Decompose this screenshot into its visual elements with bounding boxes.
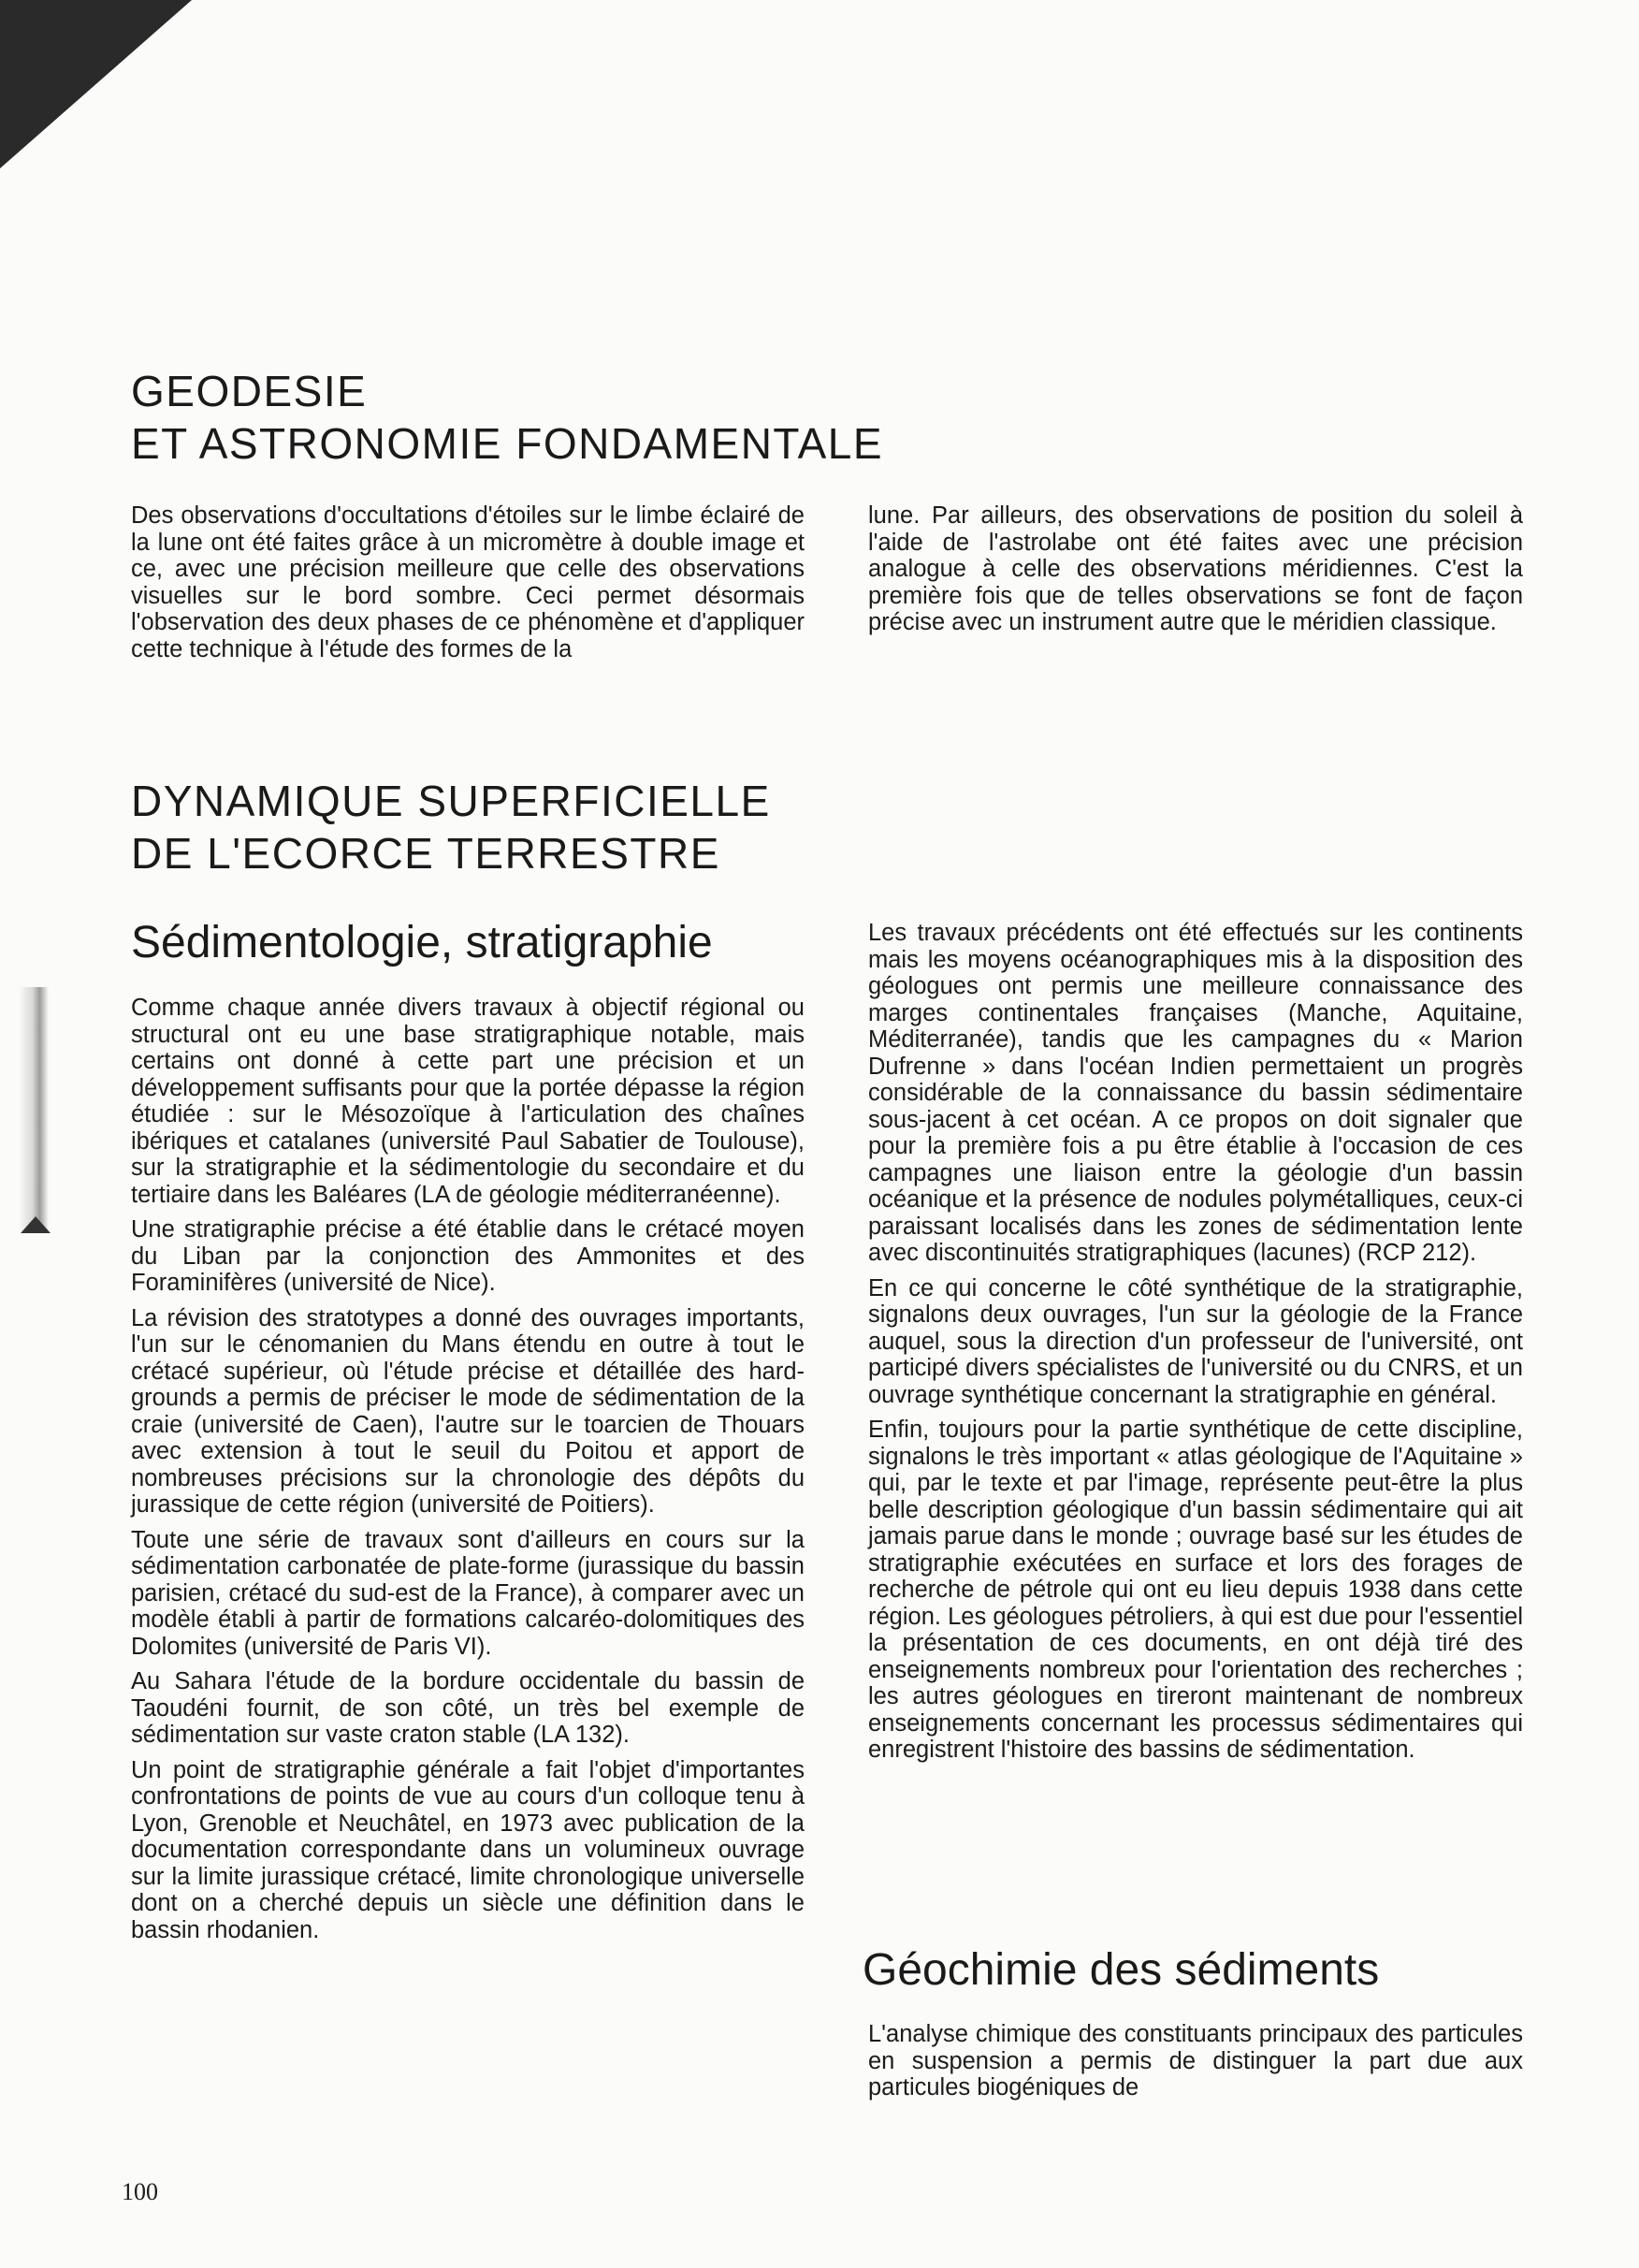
sedimentologie-left-column [131,995,805,1943]
section-title-dynamique-line2: DE L'ECORCE TERRESTRE [131,829,720,878]
sedimentologie-paragraph: La révision des stratotypes a donné des ouvrages importants, l'un sur le cénomanien du Mans étendu en outre à tout le crétacé supérieur, où l'étude précise et détaillée des hard-grounds a permis de préciser le mode de sédimentation de la craie (université de Caen), l'autre sur le toarcien de Thouars avec extension à tout le seuil du Poitou et apport de nombreuses précisions sur la chronologie des dépôts du jurassique de cette région (université de Poitiers). [131,1304,805,1518]
geochimie-paragraph: L'analyse chimique des constituants principaux des particules en suspension a permis de distinguer la part due aux particules biogéniques de [868,2021,1523,2101]
geodesie-paragraph-left: Des observations d'occultations d'étoiles sur le limbe éclairé de la lune ont été faites grâce à un micromètre à double image et ce, avec une précision meilleure que celle des observations visuelles sur le bord sombre. Ceci permet désormais l'observation des deux phases de ce phénomène et d'appliquer cette technique à l'étude des formes de la [131,502,805,662]
scan-corner-fold [0,0,192,168]
sedimentologie-paragraph: Une stratigraphie précise a été établie dans le crétacé moyen du Liban par la conjonction des Ammonites et des Foraminifères (université de Nice). [131,1216,805,1296]
sedimentologie-paragraph: Les travaux précédents ont été effectués sur les continents mais les moyens océanographiques mis à la disposition des géologues ont permis une meilleure connaissance des marges continentales françaises (Manche, Aquitaine, Méditerranée), tandis que les campagnes du « Marion Dufrenne » dans l'océan Indien permettaient un progrès considérable de la connaissance du bassin sédimentaire sous-jacent à cet océan. A ce propos on doit signaler que pour la première fois a pu être établie à l'occasion de ces campagnes une liaison entre la géologie d'un bassin océanique et la présence de nodules polymétalliques, ceux-ci paraissant localisés dans les zones de sédimentation lente avec discontinuités stratigraphiques (lacunes) (RCP 212). [868,920,1523,1266]
sedimentologie-paragraph: Comme chaque année divers travaux à objectif régional ou structural ont eu une base stratigraphique notable, mais certains ont donné à cette part une précision et un développement suffisants pour que la portée dépasse la région étudiée : sur le Mésozoïque à l'articulation des chaînes ibériques et catalanes (université Paul Sabatier de Toulouse), sur la stratigraphie et la sédimentologie du secondaire et du tertiaire dans les Baléares (LA de géologie méditerranéenne). [131,995,805,1208]
scan-binding-shadow [19,987,49,1230]
geodesie-right-column [868,502,1523,636]
section-title-dynamique-line1: DYNAMIQUE SUPERFICIELLE [131,777,771,825]
scan-artifact-mark [21,1216,51,1233]
geochimie-column [868,2021,1523,2101]
section-title-dynamique [131,775,771,880]
sedimentologie-paragraph: Au Sahara l'étude de la bordure occidentale du bassin de Taoudéni fournit, de son côté, un très bel exemple de sédimentation sur vaste craton stable (LA 132). [131,1668,805,1748]
subsection-title-sedimentologie: Sédimentologie, stratigraphie [131,918,713,967]
section-title-geodesie-line2: ET ASTRONOMIE FONDAMENTALE [131,419,884,468]
geodesie-left-column [131,502,805,662]
sedimentologie-right-column [868,920,1523,1764]
section-title-geodesie-line1: GEODESIE [131,367,368,415]
sedimentologie-paragraph: En ce qui concerne le côté synthétique de la stratigraphie, signalons deux ouvrages, l'un sur la géologie de la France auquel, sous la direction d'un professeur de l'université, ont participé divers spécialistes de l'université ou du CNRS, et un ouvrage synthétique concernant la stratigraphie en général. [868,1274,1523,1408]
sedimentologie-paragraph: Un point de stratigraphie générale a fait l'objet d'importantes confrontations de points de vue au cours d'un colloque tenu à Lyon, Grenoble et Neuchâtel, en 1973 avec publication de la documentation correspondante dans un volumineux ouvrage sur la limite jurassique crétacé, limite chronologique universelle dont on a cherché depuis un siècle une définition dans le bassin rhodanien. [131,1756,805,1943]
sedimentologie-paragraph: Enfin, toujours pour la partie synthétique de cette discipline, signalons le très important « atlas géologique de l'Aquitaine » qui, par le texte et par l'image, représente peut-être la plus belle description géologique d'un bassin sédimentaire qui ait jamais parue dans le monde ; ouvrage basé sur les études de stratigraphie exécutées en surface et lors des forages de recherche de pétrole qui ont eu lieu depuis 1938 dans cette région. Les géologues pétroliers, à qui est due pour l'essentiel la présentation de ces documents, en ont déjà tiré des enseignements nombreux pour l'orientation des recherches ; les autres géologues en tireront maintenant de nombreux enseignements concernant les processus sédimentaires qui enregistrent l'histoire des bassins de sédimentation. [868,1417,1523,1763]
subsection-title-geochimie: Géochimie des sédiments [863,1945,1380,1995]
page-number: 100 [122,2178,158,2205]
geodesie-paragraph-right: lune. Par ailleurs, des observations de position du soleil à l'aide de l'astrolabe ont été faites avec une précision analogue à celle des observations méridiennes. C'est la première fois que de telles observations se font de façon précise avec un instrument autre que le méridien classique. [868,502,1523,635]
sedimentologie-paragraph: Toute une série de travaux sont d'ailleurs en cours sur la sédimentation carbonatée de plate-forme (jurassique du bassin parisien, crétacé du sud-est de la France), à comparer avec un modèle établi à partir de formations calcaréo-dolomitiques des Dolomites (université de Paris VI). [131,1526,805,1660]
section-title-geodesie [131,365,883,470]
